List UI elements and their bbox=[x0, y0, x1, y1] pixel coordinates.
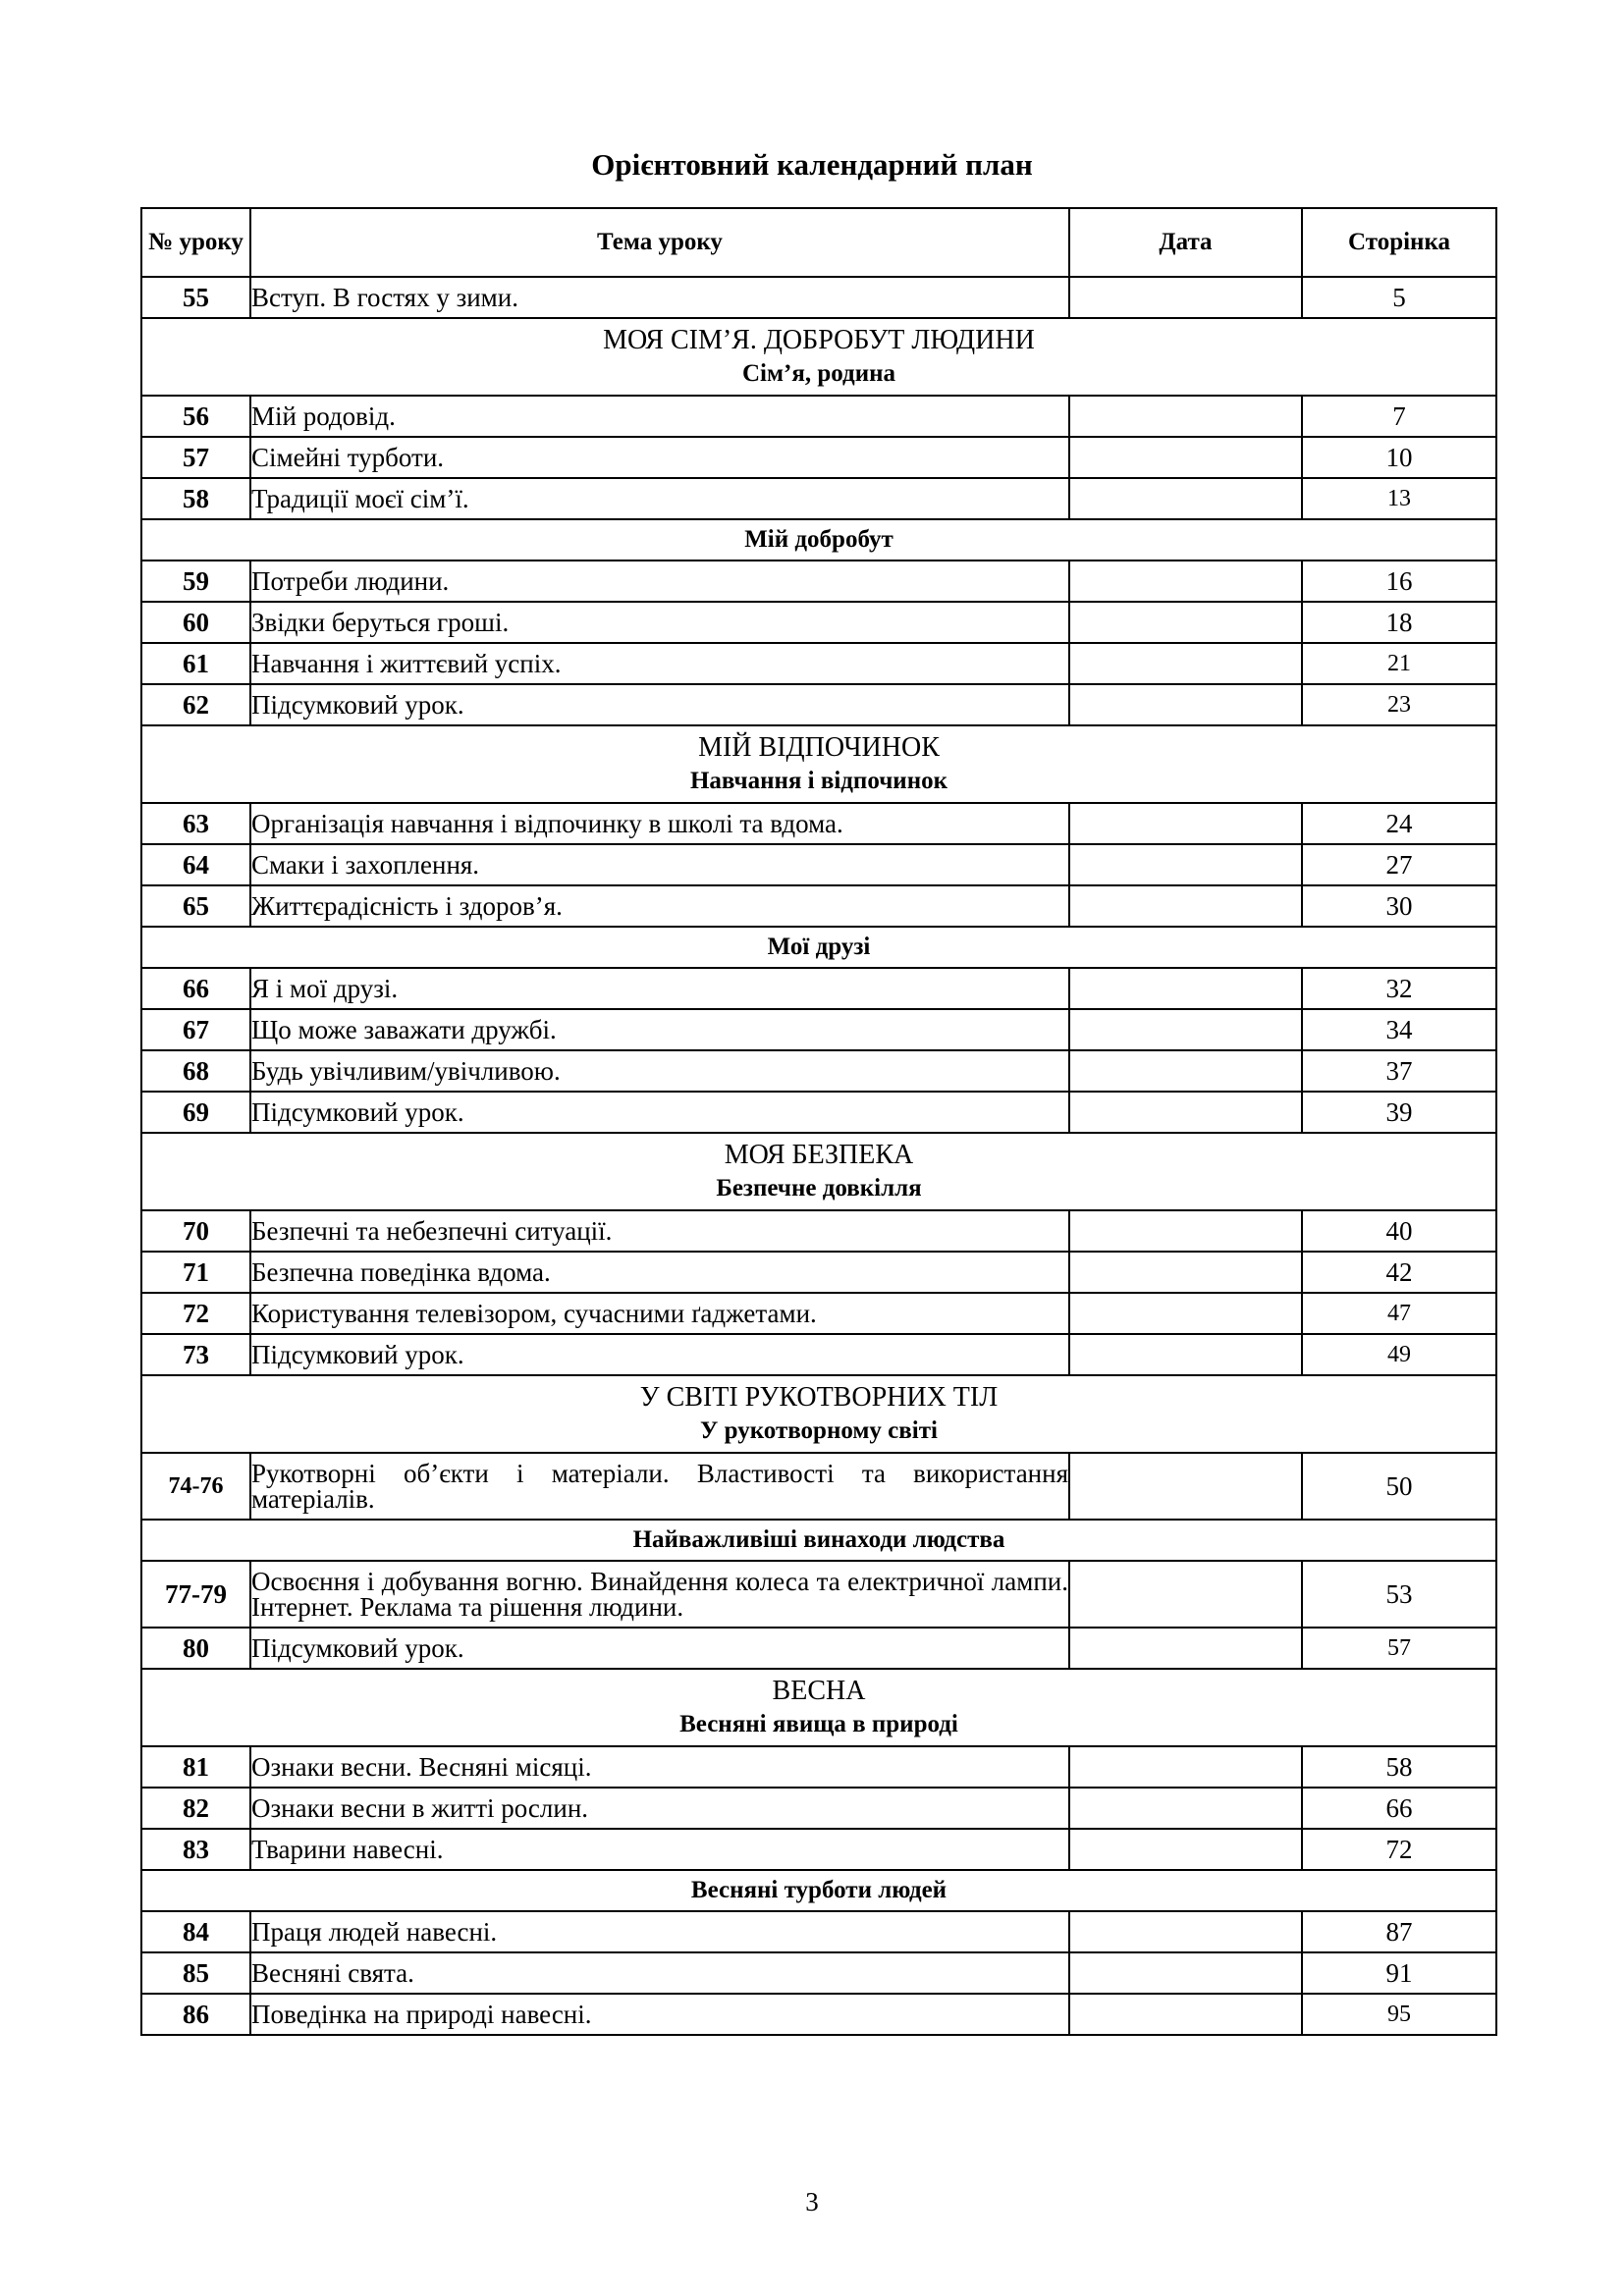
lesson-number: 72 bbox=[141, 1293, 250, 1334]
lesson-date bbox=[1069, 1911, 1302, 1952]
table-row bbox=[141, 478, 1496, 519]
lesson-topic: Користування телевізором, сучасними ґаджетами. bbox=[250, 1293, 1069, 1334]
table-row bbox=[141, 437, 1496, 478]
header-page: Сторінка bbox=[1302, 208, 1496, 277]
lesson-date bbox=[1069, 1252, 1302, 1293]
lesson-number: 77-79 bbox=[141, 1561, 250, 1628]
section-title: МІЙ ВІДПОЧИНОК bbox=[698, 731, 940, 763]
table-row bbox=[141, 1009, 1496, 1050]
subsection-title: Найважливіші винаходи людства bbox=[141, 1520, 1496, 1561]
table-row bbox=[141, 968, 1496, 1009]
section-row bbox=[141, 318, 1496, 396]
lesson-topic: Навчання і життєвий успіх. bbox=[250, 643, 1069, 684]
table-row bbox=[141, 1829, 1496, 1870]
lesson-page: 40 bbox=[1302, 1210, 1496, 1252]
lesson-date bbox=[1069, 1453, 1302, 1520]
subsection-row bbox=[141, 519, 1496, 561]
lesson-date bbox=[1069, 602, 1302, 643]
section-title: МОЯ БЕЗПЕКА bbox=[724, 1139, 914, 1170]
table-row bbox=[141, 1994, 1496, 2035]
lesson-date bbox=[1069, 1009, 1302, 1050]
table-body bbox=[141, 277, 1496, 2035]
lesson-number: 64 bbox=[141, 844, 250, 885]
lesson-number: 60 bbox=[141, 602, 250, 643]
lesson-topic: Життєрадісність і здоров’я. bbox=[250, 885, 1069, 927]
lesson-number: 68 bbox=[141, 1050, 250, 1092]
lesson-topic: Ознаки весни. Весняні місяці. bbox=[250, 1746, 1069, 1788]
lesson-number: 57 bbox=[141, 437, 250, 478]
lesson-number: 61 bbox=[141, 643, 250, 684]
lesson-number: 63 bbox=[141, 803, 250, 844]
lesson-date bbox=[1069, 1293, 1302, 1334]
lesson-topic: Безпечна поведінка вдома. bbox=[250, 1252, 1069, 1293]
section-row bbox=[141, 1669, 1496, 1746]
lesson-number: 70 bbox=[141, 1210, 250, 1252]
lesson-topic: Підсумковий урок. bbox=[250, 1628, 1069, 1669]
lesson-page: 39 bbox=[1302, 1092, 1496, 1133]
lesson-page: 66 bbox=[1302, 1788, 1496, 1829]
lesson-date bbox=[1069, 1746, 1302, 1788]
lesson-date bbox=[1069, 1092, 1302, 1133]
lesson-date bbox=[1069, 844, 1302, 885]
lesson-date bbox=[1069, 1829, 1302, 1870]
lesson-date bbox=[1069, 437, 1302, 478]
section-subtitle: У рукотворному світі bbox=[700, 1416, 938, 1444]
table-row bbox=[141, 1210, 1496, 1252]
section-subtitle: Весняні явища в природі bbox=[679, 1710, 958, 1737]
table-row bbox=[141, 277, 1496, 318]
section-cell bbox=[141, 1133, 1496, 1210]
lesson-page: 91 bbox=[1302, 1952, 1496, 1994]
lesson-number: 82 bbox=[141, 1788, 250, 1829]
header-lesson-number: № уроку bbox=[141, 208, 250, 277]
lesson-topic: Організація навчання і відпочинку в школі та вдома. bbox=[250, 803, 1069, 844]
lesson-number: 73 bbox=[141, 1334, 250, 1375]
section-cell bbox=[141, 1375, 1496, 1453]
lesson-topic: Смаки і захоплення. bbox=[250, 844, 1069, 885]
lesson-topic: Освоєння і добування вогню. Винайдення колеса та електричної лампи. Інтернет. Реклама та рішення людини. bbox=[250, 1561, 1069, 1628]
lesson-page: 10 bbox=[1302, 437, 1496, 478]
section-row bbox=[141, 725, 1496, 803]
lesson-topic: Я і мої друзі. bbox=[250, 968, 1069, 1009]
lesson-number: 59 bbox=[141, 561, 250, 602]
lesson-page: 37 bbox=[1302, 1050, 1496, 1092]
lesson-number: 56 bbox=[141, 396, 250, 437]
calendar-plan-table bbox=[140, 207, 1497, 2036]
subsection-row bbox=[141, 927, 1496, 968]
table-row bbox=[141, 561, 1496, 602]
lesson-page: 24 bbox=[1302, 803, 1496, 844]
lesson-topic: Тварини навесні. bbox=[250, 1829, 1069, 1870]
subsection-title: Весняні турботи людей bbox=[141, 1870, 1496, 1911]
table-row bbox=[141, 1561, 1496, 1628]
lesson-page: 50 bbox=[1302, 1453, 1496, 1520]
lesson-page: 34 bbox=[1302, 1009, 1496, 1050]
lesson-topic: Праця людей навесні. bbox=[250, 1911, 1069, 1952]
table-row bbox=[141, 1453, 1496, 1520]
lesson-topic: Рукотворні об’єкти і матеріали. Властивості та використання матеріалів. bbox=[250, 1453, 1069, 1520]
lesson-date bbox=[1069, 277, 1302, 318]
table-row bbox=[141, 396, 1496, 437]
subsection-row bbox=[141, 1870, 1496, 1911]
lesson-number: 62 bbox=[141, 684, 250, 725]
section-title: МОЯ СІМ’Я. ДОБРОБУТ ЛЮДИНИ bbox=[603, 324, 1035, 355]
lesson-number: 85 bbox=[141, 1952, 250, 1994]
lesson-topic: Підсумковий урок. bbox=[250, 1334, 1069, 1375]
section-subtitle: Сім’я, родина bbox=[741, 359, 896, 387]
page-number: 3 bbox=[805, 2187, 819, 2216]
table-row bbox=[141, 1746, 1496, 1788]
lesson-date bbox=[1069, 1788, 1302, 1829]
section-cell bbox=[141, 1669, 1496, 1746]
lesson-topic: Потреби людини. bbox=[250, 561, 1069, 602]
lesson-topic: Традиції моєї сім’ї. bbox=[250, 478, 1069, 519]
lesson-date bbox=[1069, 1561, 1302, 1628]
lesson-topic: Звідки беруться гроші. bbox=[250, 602, 1069, 643]
lesson-number: 74-76 bbox=[141, 1453, 250, 1520]
lesson-topic: Вступ. В гостях у зими. bbox=[250, 277, 1069, 318]
subsection-title: Мої друзі bbox=[141, 927, 1496, 968]
lesson-page: 16 bbox=[1302, 561, 1496, 602]
lesson-topic: Будь увічливим/увічливою. bbox=[250, 1050, 1069, 1092]
lesson-number: 81 bbox=[141, 1746, 250, 1788]
lesson-number: 83 bbox=[141, 1829, 250, 1870]
lesson-number: 84 bbox=[141, 1911, 250, 1952]
subsection-title: Мій добробут bbox=[141, 519, 1496, 561]
lesson-page: 23 bbox=[1302, 684, 1496, 725]
lesson-page: 27 bbox=[1302, 844, 1496, 885]
table-row bbox=[141, 1293, 1496, 1334]
lesson-topic: Весняні свята. bbox=[250, 1952, 1069, 1994]
lesson-date bbox=[1069, 803, 1302, 844]
lesson-topic: Безпечні та небезпечні ситуації. bbox=[250, 1210, 1069, 1252]
table-row bbox=[141, 885, 1496, 927]
lesson-date bbox=[1069, 643, 1302, 684]
section-title: У СВІТІ РУКОТВОРНИХ ТІЛ bbox=[639, 1381, 999, 1413]
header-topic: Тема уроку bbox=[250, 208, 1069, 277]
table-row bbox=[141, 1050, 1496, 1092]
section-cell bbox=[141, 725, 1496, 803]
header-date: Дата bbox=[1069, 208, 1302, 277]
lesson-page: 57 bbox=[1302, 1628, 1496, 1669]
page-title: Орієнтовний календарний план bbox=[591, 147, 1033, 182]
table-row bbox=[141, 1952, 1496, 1994]
lesson-topic: Ознаки весни в житті рослин. bbox=[250, 1788, 1069, 1829]
lesson-topic: Сімейні турботи. bbox=[250, 437, 1069, 478]
section-cell bbox=[141, 318, 1496, 396]
lesson-number: 67 bbox=[141, 1009, 250, 1050]
lesson-page: 7 bbox=[1302, 396, 1496, 437]
lesson-page: 42 bbox=[1302, 1252, 1496, 1293]
subsection-row bbox=[141, 1520, 1496, 1561]
lesson-page: 58 bbox=[1302, 1746, 1496, 1788]
lesson-date bbox=[1069, 968, 1302, 1009]
lesson-page: 5 bbox=[1302, 277, 1496, 318]
lesson-number: 66 bbox=[141, 968, 250, 1009]
header-row bbox=[141, 208, 1496, 277]
lesson-number: 86 bbox=[141, 1994, 250, 2035]
lesson-date bbox=[1069, 1334, 1302, 1375]
lesson-date bbox=[1069, 1210, 1302, 1252]
lesson-topic: Що може заважати дружбі. bbox=[250, 1009, 1069, 1050]
lesson-topic: Поведінка на природі навесні. bbox=[250, 1994, 1069, 2035]
lesson-page: 49 bbox=[1302, 1334, 1496, 1375]
lesson-number: 65 bbox=[141, 885, 250, 927]
lesson-number: 71 bbox=[141, 1252, 250, 1293]
lesson-topic: Підсумковий урок. bbox=[250, 684, 1069, 725]
lesson-page: 95 bbox=[1302, 1994, 1496, 2035]
table-row bbox=[141, 1334, 1496, 1375]
lesson-page: 47 bbox=[1302, 1293, 1496, 1334]
lesson-page: 32 bbox=[1302, 968, 1496, 1009]
section-subtitle: Безпечне довкілля bbox=[716, 1174, 922, 1201]
table-row bbox=[141, 1092, 1496, 1133]
table-row bbox=[141, 602, 1496, 643]
section-row bbox=[141, 1133, 1496, 1210]
lesson-topic: Мій родовід. bbox=[250, 396, 1069, 437]
lesson-topic: Підсумковий урок. bbox=[250, 1092, 1069, 1133]
lesson-page: 13 bbox=[1302, 478, 1496, 519]
section-subtitle: Навчання і відпочинок bbox=[689, 767, 948, 794]
lesson-date bbox=[1069, 885, 1302, 927]
lesson-page: 18 bbox=[1302, 602, 1496, 643]
table-row bbox=[141, 1252, 1496, 1293]
table-row bbox=[141, 684, 1496, 725]
lesson-page: 53 bbox=[1302, 1561, 1496, 1628]
lesson-number: 80 bbox=[141, 1628, 250, 1669]
lesson-page: 30 bbox=[1302, 885, 1496, 927]
lesson-date bbox=[1069, 1994, 1302, 2035]
lesson-date bbox=[1069, 1952, 1302, 1994]
section-row bbox=[141, 1375, 1496, 1453]
lesson-number: 55 bbox=[141, 277, 250, 318]
table-row bbox=[141, 1911, 1496, 1952]
lesson-date bbox=[1069, 1050, 1302, 1092]
lesson-date bbox=[1069, 561, 1302, 602]
table-row bbox=[141, 803, 1496, 844]
lesson-page: 72 bbox=[1302, 1829, 1496, 1870]
lesson-page: 21 bbox=[1302, 643, 1496, 684]
table-row bbox=[141, 1628, 1496, 1669]
lesson-date bbox=[1069, 1628, 1302, 1669]
section-title: ВЕСНА bbox=[772, 1675, 866, 1706]
lesson-date bbox=[1069, 684, 1302, 725]
lesson-number: 58 bbox=[141, 478, 250, 519]
lesson-number: 69 bbox=[141, 1092, 250, 1133]
lesson-date bbox=[1069, 396, 1302, 437]
lesson-page: 87 bbox=[1302, 1911, 1496, 1952]
table-row bbox=[141, 1788, 1496, 1829]
table-row bbox=[141, 844, 1496, 885]
lesson-date bbox=[1069, 478, 1302, 519]
table-row bbox=[141, 643, 1496, 684]
